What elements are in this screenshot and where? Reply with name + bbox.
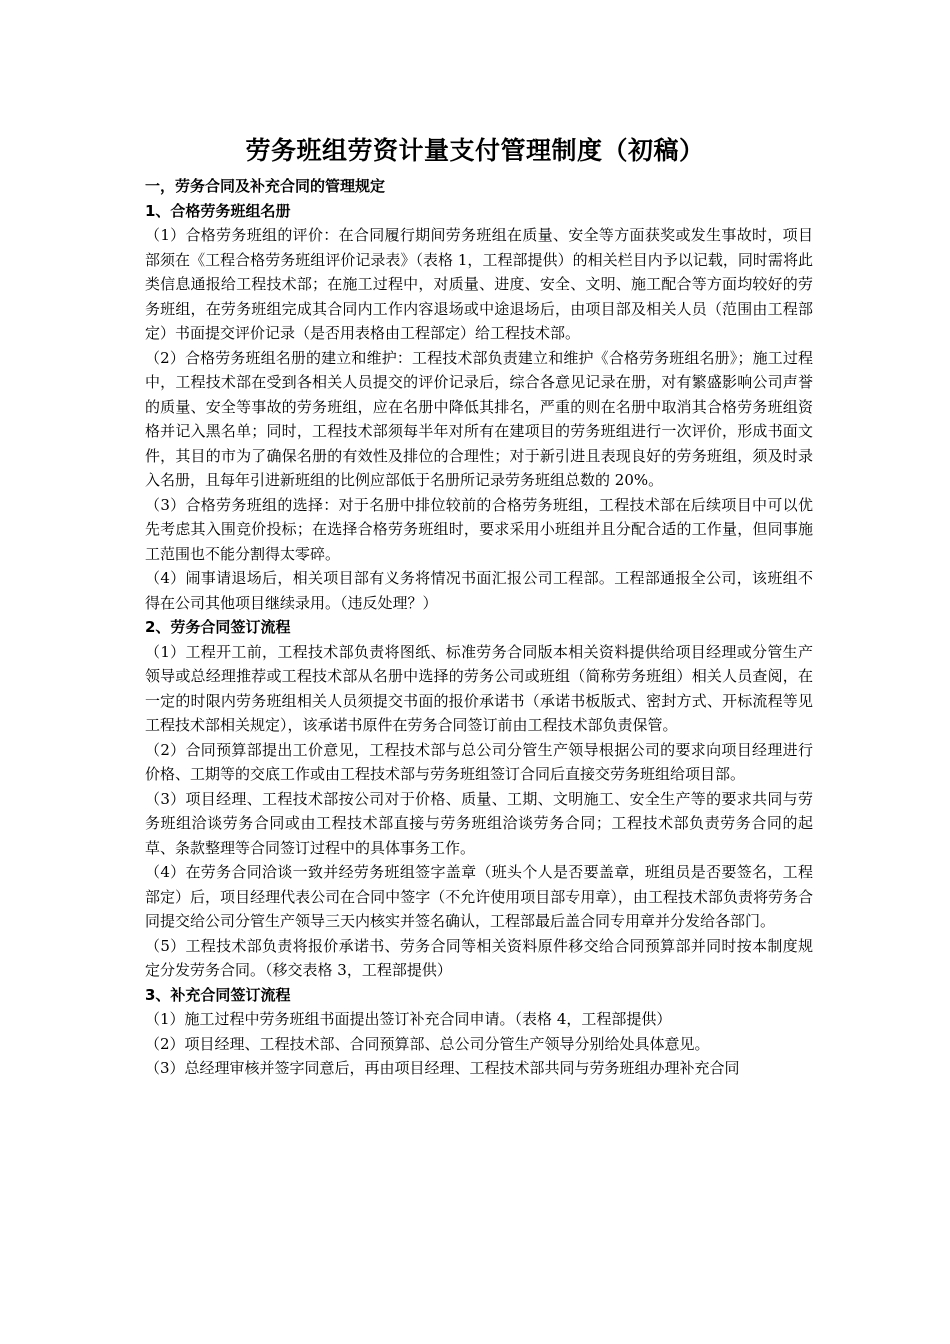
paragraph: （1）施工过程中劳务班组书面提出签订补充合同申请。（表格 4，工程部提供） (145, 1010, 672, 1028)
paragraph: （3）合格劳务班组的选择：对于名册中排位较前的合格劳务班组，工程技术部在后续项目中可以优先考虑其入围竞价投标；在选择合格劳务班组时，要求采用小班组并且分配合适的工作量，但同事施工范围也不能分割得太零碎。 (145, 495, 813, 563)
paragraph: （5）工程技术部负责将报价承诺书、劳务合同等相关资料原件移交给合同预算部并同时按本制度规定分发劳务合同。（移交表格 3，工程部提供） (145, 936, 813, 979)
paragraph: （4）在劳务合同洽谈一致并经劳务班组签字盖章（班头个人是否要盖章，班组员是否要签名，工程部定）后，项目经理代表公司在合同中签字（不允许使用项目部专用章），由工程技术部负责将劳务合同提交给公司分管生产领导三天内核实并签名确认，工程部最后盖合同专用章并分发给各部门。 (145, 863, 813, 930)
paragraph: （1）工程开工前，工程技术部负责将图纸、标准劳务合同版本相关资料提供给项目经理或分管生产领导或总经理推荐或工程技术部从名册中选择的劳务公司或班组（简称劳务班组）相关人员查阅，在一定的时限内劳务班组相关人员须提交书面的报价承诺书（承诺书板版式、密封方式、开标流程等见工程技术部相关规定），该承诺书原件在劳务合同签订前由工程技术部负责保管。 (145, 642, 813, 734)
document-body (145, 174, 813, 1081)
subsection-heading: 2、劳务合同签订流程 (145, 618, 291, 636)
paragraph: （1）合格劳务班组的评价：在合同履行期间劳务班组在质量、安全等方面获奖或发生事故时，项目部须在《工程合格劳务班组评价记录表》（表格 1，工程部提供）的相关栏目内予以记载，同时需将此类信息通报给工程技术部；在施工过程中，对质量、进度、安全、文明、施工配合等方面均较好的劳务班组，在劳务班组完成其合同内工作内容退场或中途退场后，由项目部及相关人员（范围由工程部定）书面提交评价记录（是否用表格由工程部定）给工程技术部。 (145, 226, 813, 342)
paragraph: （4）闹事请退场后，相关项目部有义务将情况书面汇报公司工程部。工程部通报全公司，该班组不得在公司其他项目继续录用。（违反处理？） (145, 569, 813, 612)
subsection-heading: 3、补充合同签订流程 (145, 985, 291, 1004)
paragraph: （2）合同预算部提出工价意见，工程技术部与总公司分管生产领导根据公司的要求向项目经理进行价格、工期等的交底工作或由工程技术部与劳务班组签订合同后直接交劳务班组给项目部。 (145, 740, 813, 783)
paragraph: （3）总经理审核并签字同意后，再由项目经理、工程技术部共同与劳务班组办理补充合同 (145, 1059, 740, 1077)
document-title: 劳务班组劳资计量支付管理制度（初稿） (245, 136, 705, 165)
section-heading: 一，劳务合同及补充合同的管理规定 (145, 177, 386, 195)
paragraph: （2）项目经理、工程技术部、合同预算部、总公司分管生产领导分别给处具体意见。 (145, 1034, 710, 1053)
subsection-heading: 1、合格劳务班组名册 (145, 201, 291, 220)
paragraph: （2）合格劳务班组名册的建立和维护：工程技术部负责建立和维护《合格劳务班组名册》；施工过程中，工程技术部在受到各相关人员提交的评价记录后，综合各意见记录在册，对有繁盛影响公司声誉的质量、安全等事故的劳务班组，应在名册中降低其排名，严重的则在名册中取消其合格劳务班组资格并记入黑名单；同时，工程技术部须每半年对所有在建项目的劳务班组进行一次评价，形成书面文件，其目的市为了确保名册的有效性及排位的合理性；对于新引进且表现良好的劳务班组，须及时录入名册，且每年引进新班组的比例应部低于名册所记录劳务班组总数的 20%。 (145, 348, 813, 489)
paragraph: （3）项目经理、工程技术部按公司对于价格、质量、工期、文明施工、安全生产等的要求共同与劳务班组洽谈劳务合同或由工程技术部直接与劳务班组洽谈劳务合同；工程技术部负责劳务合同的起草、条款整理等合同签订过程中的具体事务工作。 (145, 789, 813, 857)
